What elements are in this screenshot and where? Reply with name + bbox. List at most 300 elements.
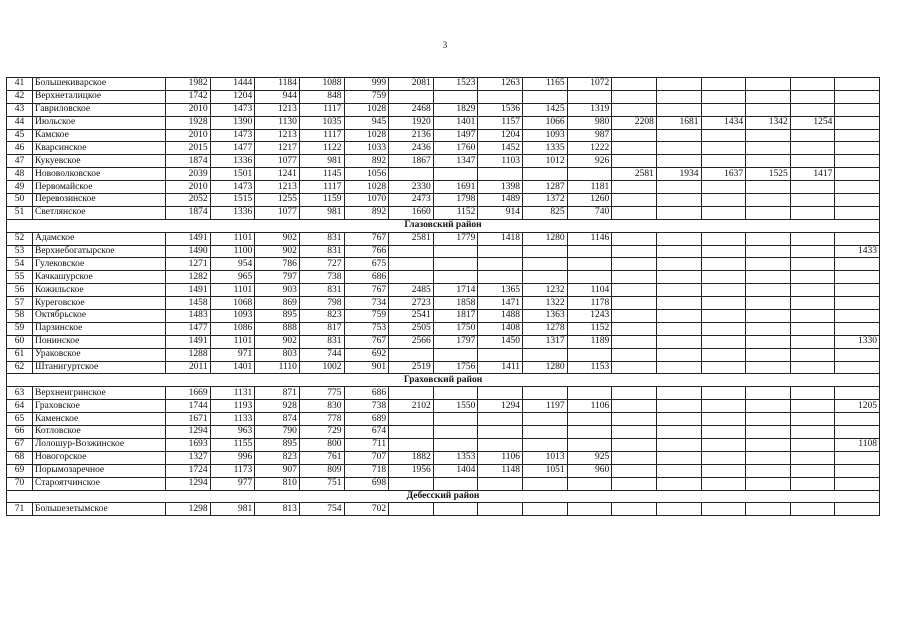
value-cell xyxy=(612,322,657,335)
value-cell xyxy=(478,348,523,361)
value-cell: 1817 xyxy=(433,310,478,323)
value-cell: 1473 xyxy=(210,103,255,116)
value-cell: 1858 xyxy=(433,297,478,310)
value-cell: 1444 xyxy=(210,78,255,91)
value-cell: 1322 xyxy=(523,297,568,310)
value-cell: 1744 xyxy=(166,400,211,413)
value-cell xyxy=(612,400,657,413)
value-cell: 1148 xyxy=(478,464,523,477)
value-cell: 1882 xyxy=(389,451,434,464)
value-cell xyxy=(567,168,612,181)
row-number: 66 xyxy=(7,426,33,439)
value-cell xyxy=(701,438,746,451)
value-cell: 800 xyxy=(299,438,344,451)
value-cell: 1033 xyxy=(344,142,389,155)
value-cell xyxy=(746,245,791,258)
value-cell xyxy=(835,361,880,374)
value-cell: 761 xyxy=(299,451,344,464)
value-cell: 963 xyxy=(210,426,255,439)
value-cell xyxy=(835,426,880,439)
settlement-name: Гавриловское xyxy=(33,103,166,116)
value-cell xyxy=(790,297,835,310)
value-cell xyxy=(746,90,791,103)
value-cell: 2102 xyxy=(389,400,434,413)
value-cell: 2015 xyxy=(166,142,211,155)
value-cell: 1280 xyxy=(523,361,568,374)
value-cell: 1660 xyxy=(389,206,434,219)
value-cell xyxy=(523,348,568,361)
value-cell xyxy=(835,103,880,116)
row-number: 62 xyxy=(7,361,33,374)
value-cell: 895 xyxy=(255,310,300,323)
value-cell: 902 xyxy=(255,335,300,348)
value-cell xyxy=(612,129,657,142)
value-cell xyxy=(478,426,523,439)
value-cell xyxy=(746,142,791,155)
table-row xyxy=(7,322,880,335)
value-cell: 1434 xyxy=(701,116,746,129)
value-cell xyxy=(656,426,701,439)
value-cell xyxy=(656,361,701,374)
value-cell: 1213 xyxy=(255,103,300,116)
value-cell: 1093 xyxy=(210,310,255,323)
value-cell xyxy=(656,348,701,361)
settlement-name: Староятчинское xyxy=(33,477,166,490)
value-cell: 1101 xyxy=(210,232,255,245)
value-cell xyxy=(701,129,746,142)
value-cell xyxy=(656,400,701,413)
value-cell xyxy=(478,477,523,490)
value-cell xyxy=(612,477,657,490)
value-cell: 1101 xyxy=(210,284,255,297)
value-cell: 1920 xyxy=(389,116,434,129)
value-cell: 702 xyxy=(344,503,389,516)
value-cell: 1217 xyxy=(255,142,300,155)
value-cell xyxy=(835,90,880,103)
value-cell: 1523 xyxy=(433,78,478,91)
value-cell xyxy=(478,503,523,516)
settlement-name: Порымозаречное xyxy=(33,464,166,477)
table-row xyxy=(7,413,880,426)
value-cell xyxy=(567,438,612,451)
row-number: 61 xyxy=(7,348,33,361)
value-cell xyxy=(790,284,835,297)
value-cell xyxy=(835,206,880,219)
value-cell xyxy=(523,258,568,271)
value-cell xyxy=(433,168,478,181)
table-body xyxy=(7,78,880,516)
value-cell: 981 xyxy=(210,503,255,516)
value-cell xyxy=(701,335,746,348)
value-cell xyxy=(523,426,568,439)
value-cell xyxy=(746,413,791,426)
row-number: 43 xyxy=(7,103,33,116)
value-cell xyxy=(701,348,746,361)
value-cell: 830 xyxy=(299,400,344,413)
row-number: 47 xyxy=(7,155,33,168)
table-row xyxy=(7,271,880,284)
value-cell: 1491 xyxy=(166,232,211,245)
value-cell: 1197 xyxy=(523,400,568,413)
value-cell xyxy=(612,155,657,168)
value-cell: 2485 xyxy=(389,284,434,297)
value-cell xyxy=(835,503,880,516)
value-cell xyxy=(389,348,434,361)
value-cell: 686 xyxy=(344,387,389,400)
value-cell xyxy=(790,464,835,477)
value-cell xyxy=(746,181,791,194)
value-cell: 754 xyxy=(299,503,344,516)
settlement-name: Гулековское xyxy=(33,258,166,271)
value-cell xyxy=(746,348,791,361)
value-cell xyxy=(790,426,835,439)
value-cell: 1317 xyxy=(523,335,568,348)
value-cell xyxy=(701,194,746,207)
value-cell: 2468 xyxy=(389,103,434,116)
value-cell: 965 xyxy=(210,271,255,284)
value-cell: 686 xyxy=(344,271,389,284)
value-cell xyxy=(835,322,880,335)
settlement-name: Июльское xyxy=(33,116,166,129)
value-cell xyxy=(835,142,880,155)
table-row xyxy=(7,477,880,490)
value-cell: 945 xyxy=(344,116,389,129)
value-cell: 1669 xyxy=(166,387,211,400)
value-cell xyxy=(790,503,835,516)
value-cell: 831 xyxy=(299,232,344,245)
value-cell xyxy=(656,78,701,91)
value-cell: 1178 xyxy=(567,297,612,310)
value-cell xyxy=(790,322,835,335)
row-number: 63 xyxy=(7,387,33,400)
table-row xyxy=(7,129,880,142)
value-cell xyxy=(701,206,746,219)
row-number: 55 xyxy=(7,271,33,284)
value-cell: 1122 xyxy=(299,142,344,155)
value-cell: 1280 xyxy=(523,232,568,245)
value-cell xyxy=(433,271,478,284)
value-cell: 778 xyxy=(299,413,344,426)
settlement-name: Каменское xyxy=(33,413,166,426)
value-cell xyxy=(790,206,835,219)
value-cell xyxy=(790,387,835,400)
value-cell: 1483 xyxy=(166,310,211,323)
value-cell xyxy=(612,413,657,426)
value-cell: 1671 xyxy=(166,413,211,426)
value-cell: 1288 xyxy=(166,348,211,361)
value-cell: 2723 xyxy=(389,297,434,310)
settlement-name: Адамское xyxy=(33,232,166,245)
value-cell xyxy=(433,477,478,490)
value-cell xyxy=(790,78,835,91)
value-cell: 1002 xyxy=(299,361,344,374)
value-cell: 1271 xyxy=(166,258,211,271)
value-cell xyxy=(746,335,791,348)
value-cell: 1173 xyxy=(210,464,255,477)
value-cell xyxy=(523,245,568,258)
value-cell: 2566 xyxy=(389,335,434,348)
value-cell: 869 xyxy=(255,297,300,310)
value-cell xyxy=(835,168,880,181)
value-cell: 797 xyxy=(255,271,300,284)
value-cell xyxy=(656,284,701,297)
value-cell: 1117 xyxy=(299,181,344,194)
value-cell: 1750 xyxy=(433,322,478,335)
value-cell: 786 xyxy=(255,258,300,271)
value-cell xyxy=(835,310,880,323)
value-cell: 1051 xyxy=(523,464,568,477)
value-cell xyxy=(389,168,434,181)
value-cell: 2010 xyxy=(166,129,211,142)
value-cell xyxy=(835,232,880,245)
value-cell: 744 xyxy=(299,348,344,361)
value-cell xyxy=(478,258,523,271)
value-cell: 1336 xyxy=(210,206,255,219)
value-cell: 888 xyxy=(255,322,300,335)
table-row xyxy=(7,464,880,477)
value-cell: 2473 xyxy=(389,194,434,207)
value-cell xyxy=(433,426,478,439)
value-cell: 1363 xyxy=(523,310,568,323)
value-cell xyxy=(746,284,791,297)
value-cell: 766 xyxy=(344,245,389,258)
value-cell xyxy=(701,387,746,400)
value-cell: 944 xyxy=(255,90,300,103)
value-cell: 2011 xyxy=(166,361,211,374)
value-cell xyxy=(656,258,701,271)
value-cell xyxy=(790,90,835,103)
settlement-name: Перевозинское xyxy=(33,194,166,207)
value-cell xyxy=(433,348,478,361)
value-cell xyxy=(790,348,835,361)
value-cell xyxy=(523,387,568,400)
row-number: 59 xyxy=(7,322,33,335)
value-cell xyxy=(389,271,434,284)
table-row xyxy=(7,284,880,297)
value-cell xyxy=(746,426,791,439)
row-number: 52 xyxy=(7,232,33,245)
value-cell: 1956 xyxy=(389,464,434,477)
row-number: 51 xyxy=(7,206,33,219)
value-cell xyxy=(701,181,746,194)
value-cell xyxy=(790,451,835,464)
row-number: 71 xyxy=(7,503,33,516)
value-cell xyxy=(656,90,701,103)
value-cell xyxy=(612,181,657,194)
value-cell: 1086 xyxy=(210,322,255,335)
value-cell xyxy=(701,258,746,271)
row-number: 50 xyxy=(7,194,33,207)
value-cell: 2039 xyxy=(166,168,211,181)
value-cell: 759 xyxy=(344,310,389,323)
value-cell xyxy=(612,90,657,103)
value-cell: 810 xyxy=(255,477,300,490)
value-cell xyxy=(612,297,657,310)
value-cell xyxy=(701,361,746,374)
value-cell xyxy=(389,90,434,103)
value-cell xyxy=(656,194,701,207)
value-cell: 1088 xyxy=(299,78,344,91)
value-cell: 1336 xyxy=(210,155,255,168)
value-cell: 1497 xyxy=(433,129,478,142)
value-cell xyxy=(523,271,568,284)
value-cell: 1779 xyxy=(433,232,478,245)
value-cell xyxy=(567,348,612,361)
value-cell: 1243 xyxy=(567,310,612,323)
value-cell xyxy=(701,477,746,490)
value-cell: 809 xyxy=(299,464,344,477)
value-cell xyxy=(523,438,568,451)
value-cell: 1327 xyxy=(166,451,211,464)
value-cell xyxy=(433,90,478,103)
value-cell: 1714 xyxy=(433,284,478,297)
value-cell xyxy=(701,322,746,335)
settlement-name: Большекиварское xyxy=(33,78,166,91)
value-cell xyxy=(746,451,791,464)
value-cell xyxy=(656,271,701,284)
value-cell: 980 xyxy=(567,116,612,129)
row-number: 49 xyxy=(7,181,33,194)
value-cell: 1934 xyxy=(656,168,701,181)
value-cell: 1797 xyxy=(433,335,478,348)
row-number: 45 xyxy=(7,129,33,142)
value-cell: 1189 xyxy=(567,335,612,348)
value-cell: 1742 xyxy=(166,90,211,103)
value-cell: 2010 xyxy=(166,181,211,194)
value-cell: 1181 xyxy=(567,181,612,194)
value-cell xyxy=(790,258,835,271)
value-cell: 2436 xyxy=(389,142,434,155)
value-cell: 1347 xyxy=(433,155,478,168)
value-cell: 1028 xyxy=(344,181,389,194)
value-cell: 1131 xyxy=(210,387,255,400)
value-cell: 1724 xyxy=(166,464,211,477)
value-cell xyxy=(433,387,478,400)
row-number: 67 xyxy=(7,438,33,451)
value-cell: 892 xyxy=(344,155,389,168)
value-cell xyxy=(612,271,657,284)
settlement-name: Кварсинское xyxy=(33,142,166,155)
value-cell: 1536 xyxy=(478,103,523,116)
value-cell: 1490 xyxy=(166,245,211,258)
table-row xyxy=(7,348,880,361)
value-cell xyxy=(790,181,835,194)
value-cell: 902 xyxy=(255,232,300,245)
value-cell xyxy=(656,245,701,258)
value-cell: 1152 xyxy=(433,206,478,219)
value-cell: 2541 xyxy=(389,310,434,323)
value-cell: 798 xyxy=(299,297,344,310)
value-cell xyxy=(478,271,523,284)
value-cell: 689 xyxy=(344,413,389,426)
settlement-name: Первомайское xyxy=(33,181,166,194)
value-cell xyxy=(701,90,746,103)
value-cell xyxy=(835,155,880,168)
value-cell: 1491 xyxy=(166,284,211,297)
value-cell: 1867 xyxy=(389,155,434,168)
value-cell xyxy=(656,413,701,426)
settlement-name: Большезетымское xyxy=(33,503,166,516)
value-cell xyxy=(701,503,746,516)
value-cell: 1298 xyxy=(166,503,211,516)
value-cell: 1232 xyxy=(523,284,568,297)
value-cell: 1213 xyxy=(255,181,300,194)
table-row xyxy=(7,116,880,129)
value-cell xyxy=(612,284,657,297)
value-cell xyxy=(656,335,701,348)
settlement-name: Верхнеигринское xyxy=(33,387,166,400)
table-row xyxy=(7,258,880,271)
value-cell xyxy=(656,232,701,245)
value-cell: 1263 xyxy=(478,78,523,91)
value-cell: 996 xyxy=(210,451,255,464)
value-cell xyxy=(746,297,791,310)
value-cell: 903 xyxy=(255,284,300,297)
row-number: 54 xyxy=(7,258,33,271)
table-row xyxy=(7,78,880,91)
value-cell xyxy=(835,194,880,207)
row-number: 56 xyxy=(7,284,33,297)
value-cell: 767 xyxy=(344,284,389,297)
table-row xyxy=(7,181,880,194)
value-cell xyxy=(835,348,880,361)
value-cell xyxy=(656,181,701,194)
settlement-name: Лолошур-Возжинское xyxy=(33,438,166,451)
value-cell: 759 xyxy=(344,90,389,103)
table-row xyxy=(7,387,880,400)
value-cell: 1473 xyxy=(210,181,255,194)
value-cell xyxy=(746,464,791,477)
value-cell xyxy=(835,464,880,477)
value-cell xyxy=(656,297,701,310)
value-cell xyxy=(612,438,657,451)
row-number: 57 xyxy=(7,297,33,310)
value-cell: 1254 xyxy=(790,116,835,129)
value-cell: 1477 xyxy=(210,142,255,155)
value-cell: 1103 xyxy=(478,155,523,168)
value-cell: 1255 xyxy=(255,194,300,207)
value-cell: 987 xyxy=(567,129,612,142)
value-cell: 1110 xyxy=(255,361,300,374)
value-cell: 790 xyxy=(255,426,300,439)
value-cell xyxy=(612,194,657,207)
value-cell xyxy=(478,90,523,103)
value-cell: 1193 xyxy=(210,400,255,413)
value-cell xyxy=(656,310,701,323)
value-cell: 1488 xyxy=(478,310,523,323)
value-cell: 823 xyxy=(255,451,300,464)
value-cell: 1982 xyxy=(166,78,211,91)
value-cell xyxy=(701,142,746,155)
value-cell xyxy=(790,194,835,207)
row-number: 69 xyxy=(7,464,33,477)
value-cell: 1365 xyxy=(478,284,523,297)
value-cell: 1012 xyxy=(523,155,568,168)
value-cell: 1353 xyxy=(433,451,478,464)
value-cell: 981 xyxy=(299,206,344,219)
value-cell xyxy=(790,400,835,413)
value-cell: 999 xyxy=(344,78,389,91)
value-cell xyxy=(478,245,523,258)
value-cell: 1294 xyxy=(478,400,523,413)
value-cell xyxy=(835,284,880,297)
value-cell: 1278 xyxy=(523,322,568,335)
value-cell: 692 xyxy=(344,348,389,361)
value-cell xyxy=(612,206,657,219)
settlement-name: Кожильское xyxy=(33,284,166,297)
value-cell xyxy=(746,155,791,168)
value-cell: 1390 xyxy=(210,116,255,129)
